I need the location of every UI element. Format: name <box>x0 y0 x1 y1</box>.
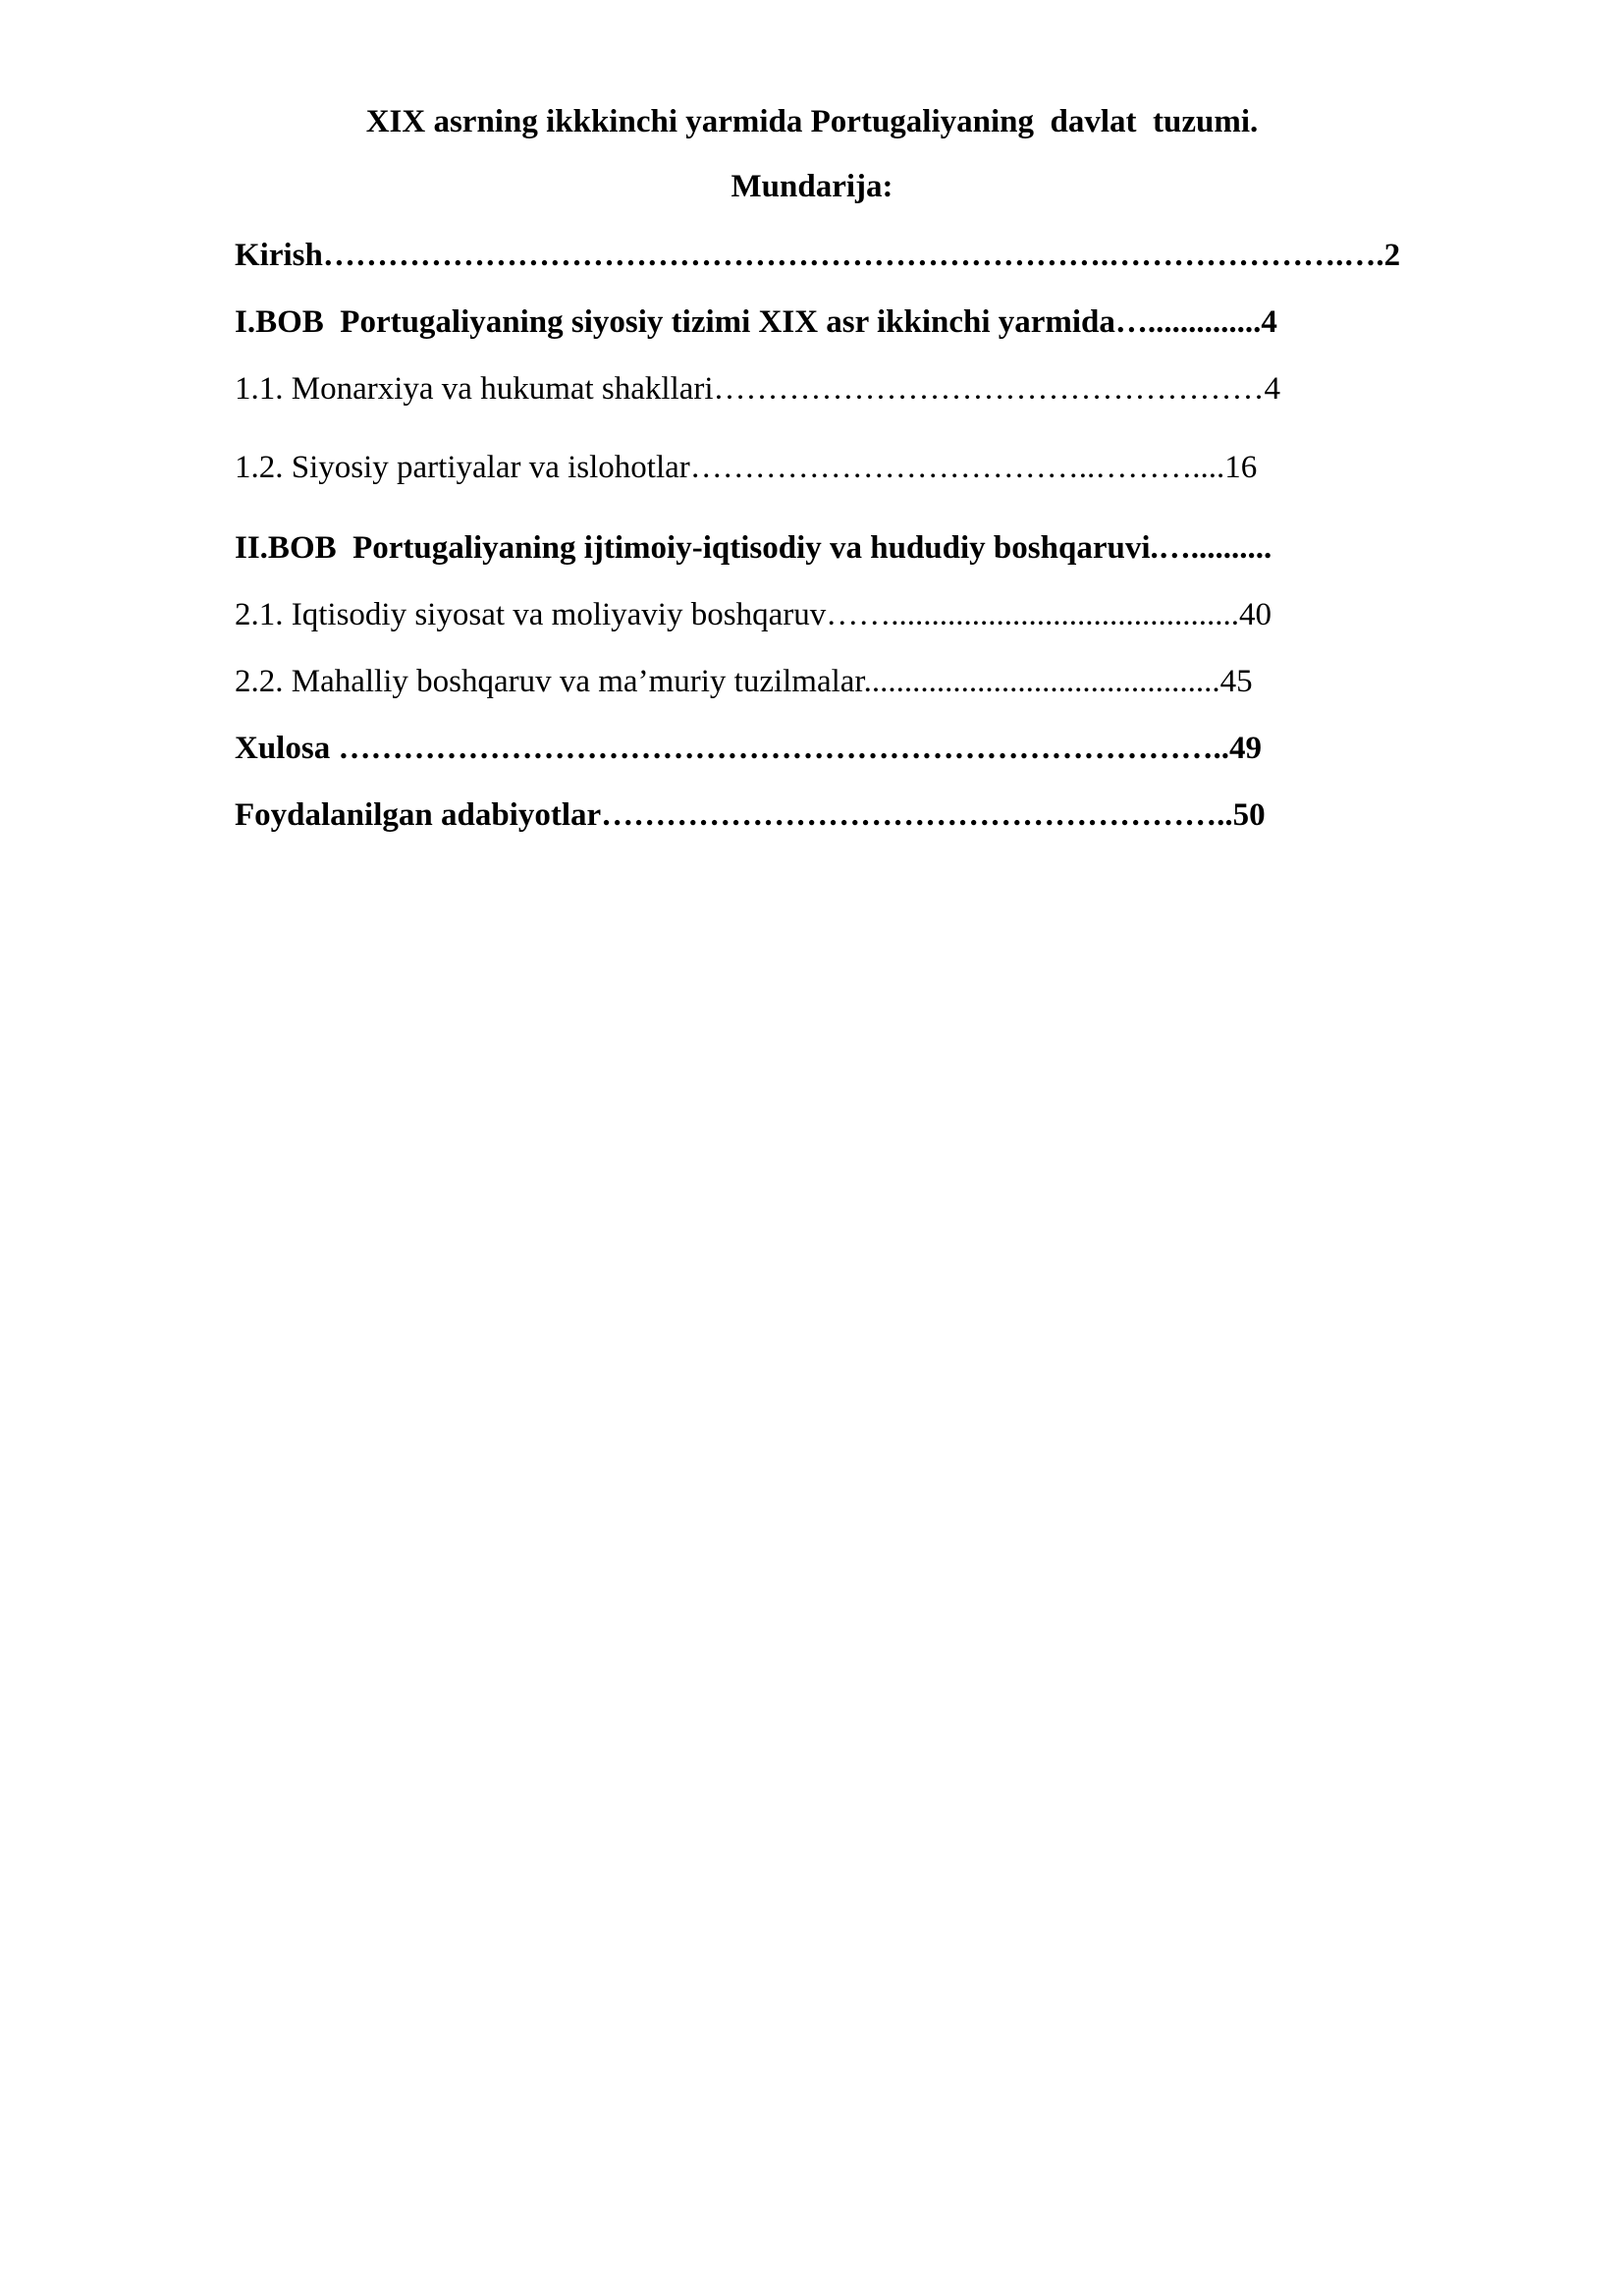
toc-entry-chapter-1: I.BOB Portugaliyaning siyosiy tizimi XIX asr ikkinchi yarmida…..............4 <box>235 304 1277 340</box>
toc-entry-chapter-2: II.BOB Portugaliyaning ijtimoiy-iqtisodiy va hududiy boshqaruvi.….......... <box>235 530 1272 566</box>
toc-entry-section-2-2: 2.2. Mahalliy boshqaruv va ma’muriy tuzilmalar............................................45 <box>235 664 1253 699</box>
toc-entry-references: Foydalanilgan adabiyotlar…………………………………………………..50 <box>235 797 1266 833</box>
document-title: XIX asrning ikkkinchi yarmida Portugaliyaning davlat tuzumi. <box>365 104 1259 139</box>
toc-entry-kirish: Kirish……………………………………………………………….………………….….2 <box>235 238 1401 273</box>
toc-entry-section-1-1: 1.1. Monarxiya va hukumat shakllari……………………………………………4 <box>235 371 1281 407</box>
toc-heading: Mundarija: <box>731 169 893 204</box>
toc-entry-xulosa: Xulosa ………………………………………………………………………..49 <box>235 731 1262 766</box>
toc-entry-section-1-2: 1.2. Siyosiy partiyalar va islohotlar………………………………..………....16 <box>235 450 1258 485</box>
toc-entry-section-2-1: 2.1. Iqtisodiy siyosat va moliyaviy boshqaruv……...........................................40 <box>235 597 1272 632</box>
